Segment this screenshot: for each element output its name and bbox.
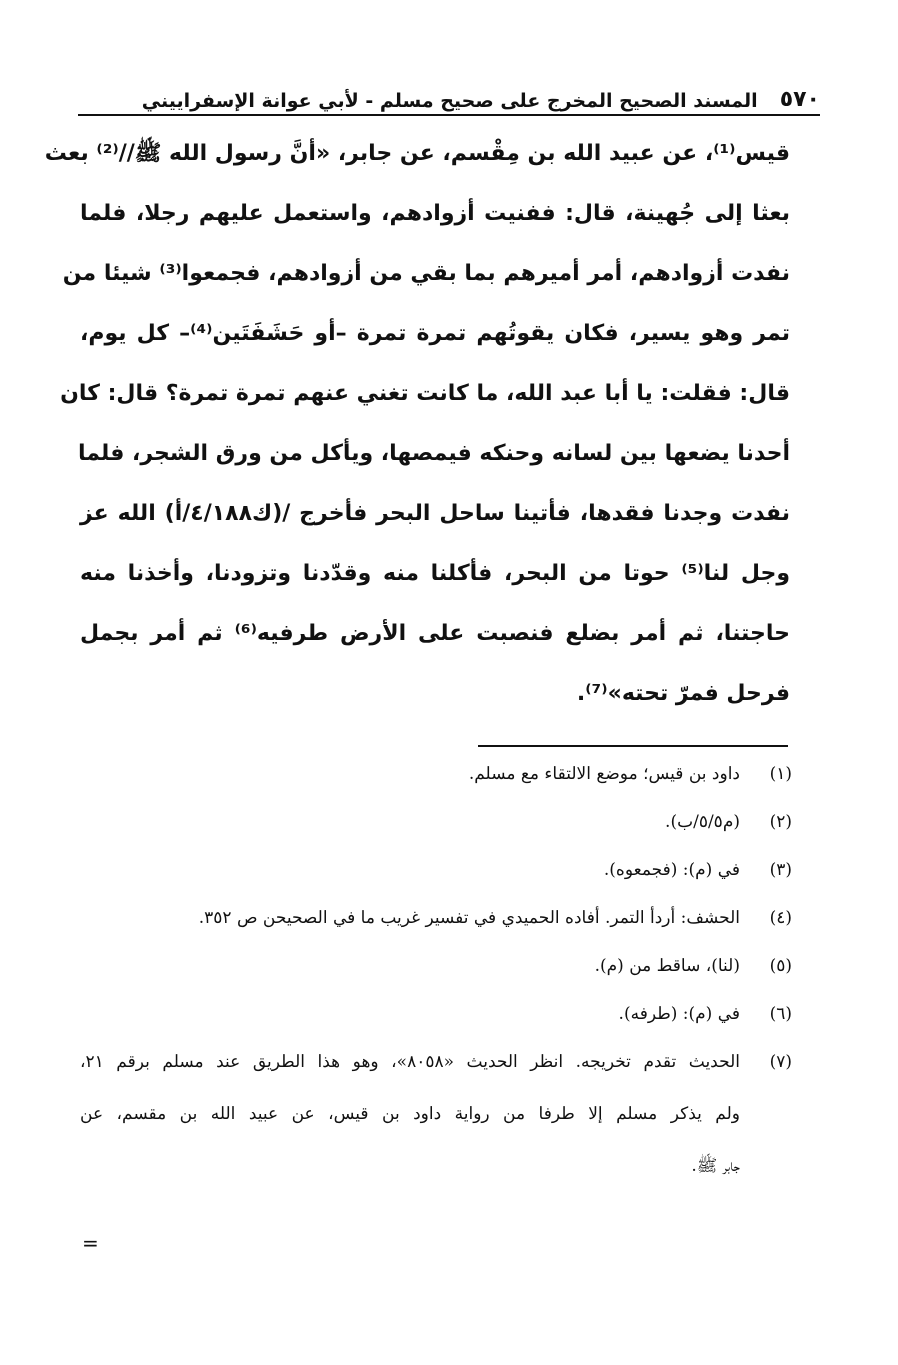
main-text (44, 124, 790, 724)
footnote-text: الحشف: أردأ التمر. أفاده الحميدي في تفسير غريب ما في الصحيحن ص ٣٥٢. (198, 908, 740, 928)
footnote-text: في (م): (فجمعوه). (603, 860, 740, 880)
footnote-number: (٤) (769, 908, 792, 928)
footnote-text: في (م): (طرفه). (618, 1004, 740, 1024)
footnote-text-line: جابر ﷺ. (691, 1156, 740, 1176)
text-line: حاجتنا، ثم أمر بضلع فنصبت على الأرض طرفيه⁽⁶⁾ ثم أمر بجمل (80, 621, 790, 646)
text-line: وجل لنا⁽⁵⁾ حوتا من البحر، فأكلنا منه وقدّدنا وتزودنا، وأخذنا منه (80, 561, 790, 586)
footnote-item (80, 1052, 792, 1192)
footnote-number: (١) (769, 764, 792, 784)
footnote-number: (٣) (769, 860, 792, 880)
text-line: تمر وهو يسير، فكان يقوتُهم تمرة تمرة –أو حَشَفَتَين⁽⁴⁾– كل يوم، (80, 321, 790, 346)
text-line: قيس⁽¹⁾، عن عبيد الله بن مِقْسم، عن جابر، «أنَّ رسول الله ﷺ//⁽²⁾ بعث (44, 141, 790, 166)
footnote-number: (٢) (769, 812, 792, 832)
footnote-number: (٥) (769, 956, 792, 976)
footnote-text: (لنا)، ساقط من (م). (594, 956, 740, 976)
continuation-mark: = (82, 1231, 99, 1255)
footnote-item (80, 908, 792, 956)
running-title: المسند الصحيح المخرج على صحيح مسلم - لأبي عوانة الإسفراييني (141, 90, 758, 112)
footnote-text-line: الحديث تقدم تخريجه. انظر الحديث «٨٠٥٨»، وهو هذا الطريق عند مسلم برقم ٢١، (80, 1052, 740, 1072)
footnote-item (80, 812, 792, 860)
footnote-text: (م٥/٥/ب). (665, 812, 740, 832)
page-number: ٥٧٠ (779, 87, 820, 112)
page-header (78, 74, 820, 112)
footnote-rule (478, 745, 788, 747)
footnote-number: (٦) (769, 1004, 792, 1024)
footnote-item (80, 860, 792, 908)
text-line: فرحل فمرّ تحته»⁽⁷⁾. (576, 681, 790, 706)
footnote-text: داود بن قيس؛ موضع الالتقاء مع مسلم. (468, 764, 740, 784)
header-rule (78, 114, 820, 116)
footnotes (80, 764, 792, 1192)
text-line: نفدت أزوادهم، أمر أميرهم بما بقي من أزوادهم، فجمعوا⁽³⁾ شيئا من (62, 261, 790, 286)
text-line: بعثا إلى جُهينة، قال: ففنيت أزوادهم، واستعمل عليهم رجلا، فلما (80, 201, 790, 226)
footnote-item (80, 764, 792, 812)
footnote-text-line: ولم يذكر مسلم إلا طرفا من رواية داود بن قيس، عن عبيد الله بن مقسم، عن (80, 1104, 740, 1124)
text-line: نفدت وجدنا فقدها، فأتينا ساحل البحر فأخرج /(ك٤/١٨٨/أ) الله عز (80, 501, 790, 526)
text-line: قال: فقلت: يا أبا عبد الله، ما كانت تغني عنهم تمرة تمرة؟ قال: كان (60, 381, 790, 406)
footnote-text (80, 1036, 740, 1192)
footnote-number: (٧) (769, 1052, 792, 1072)
footnote-item (80, 956, 792, 1004)
text-line: أحدنا يضعها بين لسانه وحنكه فيمصها، ويأكل من ورق الشجر، فلما (77, 441, 790, 466)
